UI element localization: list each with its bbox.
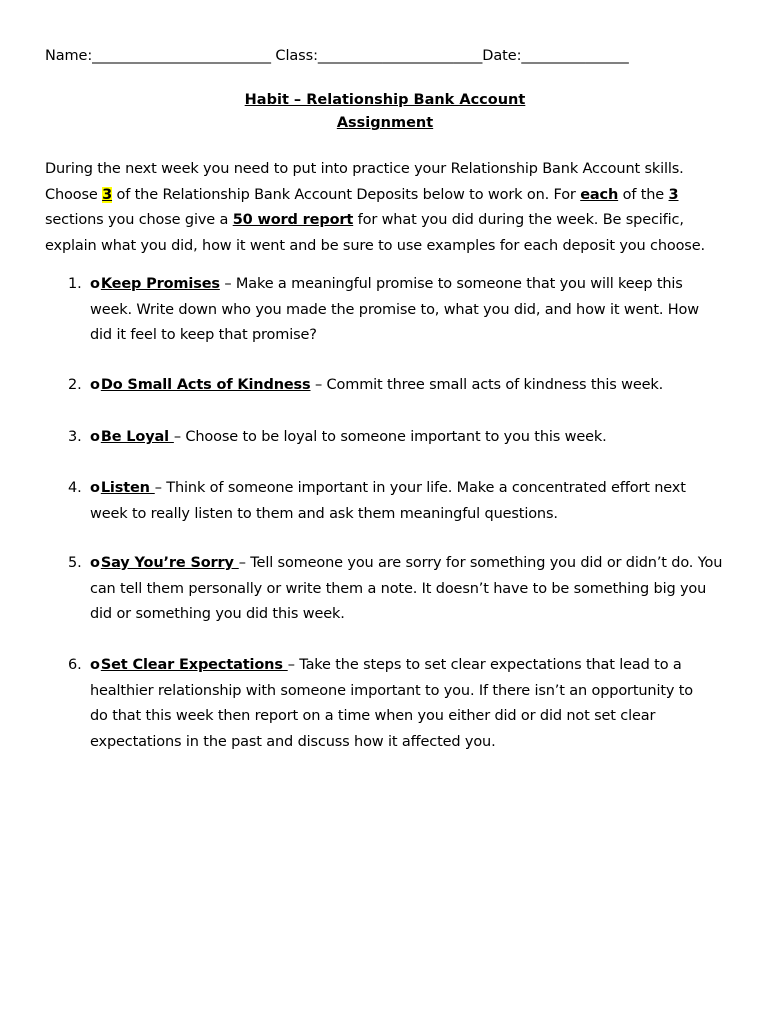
list-item-heading: Be Loyal (100, 429, 174, 445)
list-number: 1. (68, 276, 82, 292)
list-number: 6. (68, 657, 82, 673)
emphasis-word-report: 50 word report (232, 212, 354, 228)
list-item-text: – Think of someone important in your life. Make a concentrated effort next (154, 480, 686, 496)
list-number: 3. (68, 429, 82, 445)
list-item-heading: Set Clear Expectations (100, 657, 288, 673)
list-item-line (90, 476, 730, 502)
list-item-line (90, 653, 730, 679)
emphasis-number: 3 (668, 186, 679, 203)
list-item-body (90, 272, 730, 349)
highlighted-number: 3 (102, 186, 113, 203)
list-item-heading: Listen (100, 480, 155, 496)
list-item-text: – Commit three small acts of kindness this week. (310, 377, 664, 393)
page-title: Habit – Relationship Bank Account (244, 92, 526, 108)
checkbox-circle-icon: o (90, 657, 100, 673)
list-item-line: expectations in the past and discuss how it affected you. (90, 733, 496, 750)
list-item-line: do that this week then report on a time when you either did or did not set clear (90, 708, 656, 724)
list-item-line: week to really listen to them and ask them meaningful questions. (90, 505, 558, 522)
intro-line-4: explain what you did, how it went and be sure to use examples for each deposit you choose. (45, 237, 705, 254)
intro-text: of the (618, 186, 669, 203)
list-item-body (90, 425, 730, 451)
checkbox-circle-icon: o (90, 377, 100, 393)
list-item-line: did or something you did this week. (90, 606, 345, 622)
list-item-text: – Make a meaningful promise to someone that you will keep this (219, 276, 683, 292)
page-subtitle: Assignment (336, 115, 434, 131)
list-item-heading: Do Small Acts of Kindness (100, 377, 311, 393)
list-item-body (90, 476, 730, 527)
intro-text: sections you chose give a (45, 212, 233, 228)
list-item-heading: Keep Promises (100, 276, 220, 292)
intro-paragraph (45, 157, 725, 259)
list-item-line (90, 373, 730, 399)
checkbox-circle-icon: o (90, 429, 100, 445)
list-item-line: healthier relationship with someone important to you. If there isn’t an opportunity to (90, 682, 694, 699)
list-item-text: – Take the steps to set clear expectations that lead to a (287, 657, 682, 673)
intro-text: for what you did during the week. Be specific, (353, 212, 684, 228)
intro-text: of the Relationship Bank Account Deposits below to work on. For (112, 186, 581, 203)
list-item-line: week. Write down who you made the promise to, what you did, and how it went. How (90, 301, 699, 318)
list-item-line (90, 272, 730, 298)
intro-line-1: During the next week you need to put into practice your Relationship Bank Account skills. (45, 161, 684, 177)
intro-text: Choose (45, 186, 103, 203)
intro-line-3 (45, 208, 725, 234)
list-item-text: – Tell someone you are sorry for something you did or didn’t do. You (238, 555, 723, 571)
list-item-line: can tell them personally or write them a note. It doesn’t have to be something big you (90, 580, 707, 597)
intro-line-2 (45, 183, 725, 209)
list-item-body (90, 551, 730, 628)
list-item-line (90, 425, 730, 451)
checkbox-circle-icon: o (90, 480, 100, 496)
list-item-line (90, 551, 730, 577)
list-number: 2. (68, 377, 82, 393)
list-item-text: – Choose to be loyal to someone important to you this week. (173, 429, 607, 445)
list-number: 5. (68, 555, 82, 571)
list-number: 4. (68, 480, 82, 496)
checkbox-circle-icon: o (90, 276, 100, 292)
list-item-body (90, 653, 730, 755)
emphasis-each: each (580, 186, 619, 203)
list-item-heading: Say You’re Sorry (100, 555, 239, 571)
checkbox-circle-icon: o (90, 555, 100, 571)
name-class-date-line: Name:_________________________ Class:_______________________Date:_______________ (45, 48, 629, 64)
list-item-line: did it feel to keep that promise? (90, 327, 317, 343)
list-item-body (90, 373, 730, 399)
